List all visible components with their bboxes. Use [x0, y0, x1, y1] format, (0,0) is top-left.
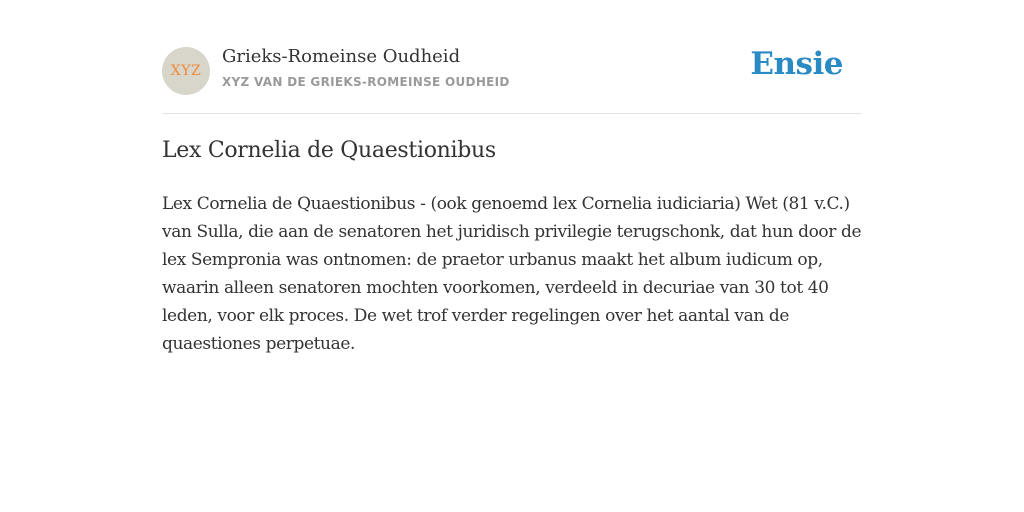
avatar-text: XYZ	[170, 63, 202, 79]
source-avatar[interactable]	[162, 47, 210, 95]
ensie-logo[interactable]: Ensie	[750, 46, 843, 82]
source-subtitle: XYZ VAN DE GRIEKS-ROMEINSE OUDHEID	[222, 75, 510, 89]
entry-body: Lex Cornelia de Quaestionibus - (ook genoemd lex Cornelia iudiciaria) Wet (81 v.C.) van Sulla, die aan de senatoren het juridisch privilegie terugschonk, dat hun door de lex Sempronia was ontnomen: de praetor urbanus maakt het album iudicum op, waarin alleen senatoren mochten voorkomen, verdeeld in decuriae van 30 tot 40 leden, voor elk proces. De wet trof verder regelingen over het aantal van de quaestiones perpetuae.	[162, 194, 862, 354]
entry-title: Lex Cornelia de Quaestionibus	[162, 138, 496, 163]
source-header	[162, 0, 862, 114]
source-title-link[interactable]: Grieks-Romeinse Oudheid	[222, 46, 461, 67]
entry-card	[162, 0, 862, 354]
